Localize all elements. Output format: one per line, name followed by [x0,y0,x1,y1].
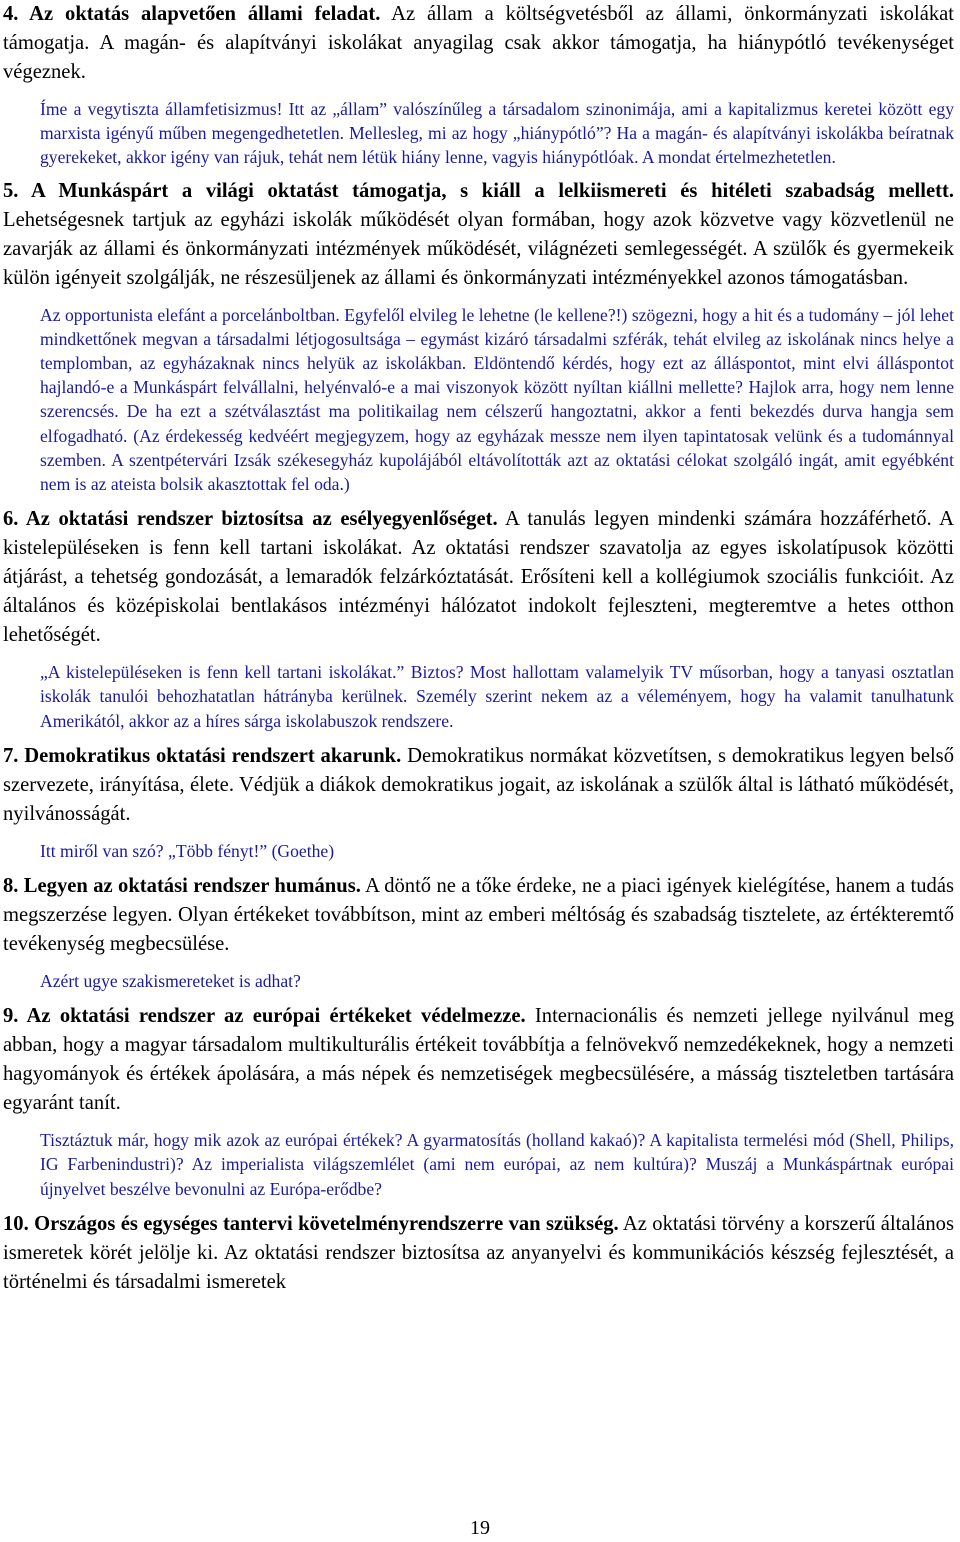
section-10-paragraph [3,1210,954,1297]
section-5-body: Lehetségesnek tartjuk az egyházi iskolák működését olyan formában, hogy azok közvetve vagy közvetlenül ne zavarják az állami és önkormányzati intézmények működését, világnézeti semlegességét. A szülők és gyermekeik külön igényeit szolgálják, ne részesüljenek az állami és önkormányzati intézményekkel azonos támogatásban. [3,208,954,289]
section-8-paragraph [3,872,954,959]
section-7-body: Demokratikus normákat közvetítsen, s demokratikus legyen belső szervezete, irányítása, élete. Védjük a diákok demokratikus jogait, az iskolának a szülők által is látható működését, nyilvánosságát. [3,744,954,825]
section-4-paragraph [3,0,954,87]
section-6-heading: 6. Az oktatási rendszer biztosítsa az esélyegyenlőséget. [3,508,498,531]
section-5-heading: 5. A Munkáspárt a világi oktatást támogatja, s kiáll a lelkiismereti és hitéleti szabadság mellett. [3,179,954,202]
section-10-heading: 10. Országos és egységes tantervi követelményrendszerre van szükség. [3,1212,619,1235]
section-8-heading: 8. Legyen az oktatási rendszer humánus. [3,875,361,898]
page-number: 19 [470,1517,490,1539]
section-9-body: Internacionális és nemzeti jellege nyilvánul meg abban, hogy a magyar társadalom multikulturális értékeit továbbítja a felnövekvő nemzedékeknek, hogy a nemzeti hagyományok és értékek ápolására, a más népek és nemzetiségek megbecsülésére, a másság tiszteletben tartására egyaránt tanít. [3,1005,954,1115]
section-6-paragraph [3,505,954,650]
section-7-comment: Itt miről van szó? „Több fényt!” (Goethe) [40,840,335,861]
section-8-comment: Azért ugye szakismereteket is adhat? [40,971,301,992]
section-5-paragraph [3,177,954,293]
section-4-heading: 4. Az oktatás alapvetően állami feladat. [3,3,381,25]
section-6-comment: „A kistelepüléseken is fenn kell tartani iskolákat.” Biztos? Most hallottam valamelyik TV műsorban, hogy a tanyasi osztatlan iskolák tanulói behozhatatlan hátrányba kerülnek. Személy szerint nekem az a véleményem, hogy ha valamit tanulhatunk Amerikától, akkor az a híres sárga iskolabuszok rendszere. [40,662,954,731]
section-5-comment: Az opportunista elefánt a porcelánboltban. Egyfelől elvileg le lehetne (le kellene?!) szögezni, hogy a hit és a tudomány – jól lehet mindkettőnek megvan a társadalmi létjogosultsága – egymást kizáró társadalmi szférák, tehát elvileg az iskolának nincs helye a templomban, az egyházaknak nincs helyük az iskolákban. Eldöntendő kérdés, hogy ezt az álláspontot, mint elvi álláspontot hajlandó-e a Munkáspárt felvállalni, helyénvaló-e a mai viszonyok között nyíltan kiállni mellette? Hajlok arra, hogy nem lenne szerencsés. De ha ezt a szétválasztást ma politikailag nem célszerű hangoztatni, akkor a fenti bekezdés durva hangja sem elfogadható. (Az érdekesség kedvéért megjegyzem, hogy az egyházak messze nem ilyen tapintatosak velünk és a tudománnyal szemben. A szentpétervári Izsák székesegyház kupolájából eltávolították azt az oktatási célokat szolgáló ingát, amit egyébként nem is az ateista bolsik akasztottak fel oda.) [40,304,954,495]
section-7-heading: 7. Demokratikus oktatási rendszert akarunk. [3,744,402,767]
section-10-body: Az oktatási törvény a korszerű általános ismeretek körét jelölje ki. Az oktatási rendszer biztosítsa az anyanyelvi és kommunikációs készség fejlesztését, a történelmi és társadalmi ismeretek [3,1212,954,1293]
section-7-paragraph [3,742,954,829]
section-9-paragraph [3,1002,954,1118]
section-6-body: A tanulás legyen mindenki számára hozzáférhető. A kistelepüléseken is fenn kell tartani iskolákat. Az oktatási rendszer szavatolja az egyes iskolatípusok közötti átjárást, a tehetség gondozását, a lemaradók felzárkóztatását. Erősíteni kell a kollégiumok szociális funkcióit. Az általános és középiskolai bentlakásos intézményi hálózatot indokolt fejleszteni, megteremtve a hetes otthon lehetőségét. [3,508,954,647]
section-4-body: Az állam a költségvetésből az állami, önkormányzati iskolákat támogatja. A magán- és alapítványi iskolákat anyagilag csak akkor támogatja, ha hiánypótló tevékenységet végeznek. [3,3,954,83]
section-9-heading: 9. Az oktatási rendszer az európai értékeket védelmezze. [3,1005,526,1028]
section-8-body: A döntő ne a tőke érdeke, ne a piaci igények kielégítése, hanem a tudás megszerzése legyen. Olyan értékeket továbbítson, mint az emberi méltóság és szabadság tisztelete, az értékteremtő tevékenység megbecsülése. [3,875,955,956]
section-9-comment: Tisztáztuk már, hogy mik azok az európai értékek? A gyarmatosítás (holland kakaó)? A kapitalista termelési mód (Shell, Philips, IG Farbenindustri)? Az imperialista világszemlélet (ami nem európai, az nem kultúra)? Muszáj a Munkáspártnak európai újnyelvet beszélve bevonulni az Európa-erődbe? [40,1130,954,1199]
section-4-comment: Íme a vegytiszta államfetisizmus! Itt az „állam” valószínűleg a társadalom szinonimája, ami a kapitalizmus keretei között egy marxista igényű műben megengedhetetlen. Mellesleg, mi az hogy „hiánypótló”? Ha a magán- és alapítványi iskolákba beíratnak gyerekeket, akkor igény van rájuk, tehát nem létük hiány lenne, vagyis hiánypótlóak. A mondat értelmezhetetlen. [40,99,954,168]
